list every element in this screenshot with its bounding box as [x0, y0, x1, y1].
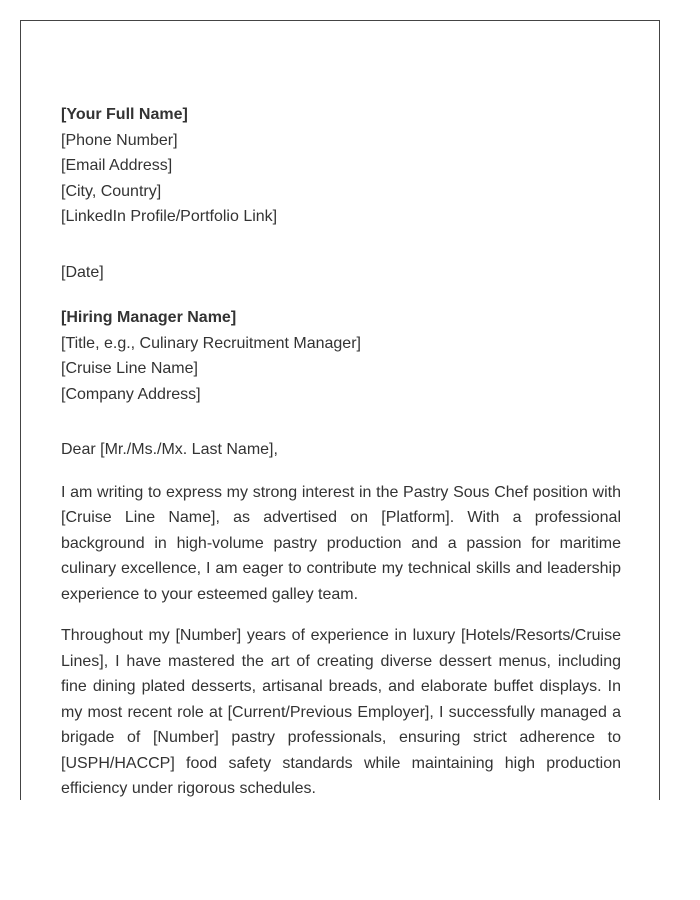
- letter-date: [Date]: [61, 263, 104, 281]
- sender-location: [City, Country]: [61, 182, 162, 200]
- sender-email: [Email Address]: [61, 157, 173, 174]
- recipient-address: [Company Address]: [61, 385, 201, 403]
- recipient-company: [Cruise Line Name]: [61, 360, 198, 377]
- recipient-title: [Title, e.g., Culinary Recruitment Manager]: [61, 334, 361, 352]
- sender-block: [61, 102, 621, 230]
- body-paragraph-2: Throughout my [Number] years of experience in luxury [Hotels/Resorts/Cruise Lines], I have mastered the art of creating diverse dessert menus, including fine dining plated desserts, artisanal breads, and elaborate buffet displays. In my most recent role at [Current/Previous Employer], I successfully managed a brigade of [Number] pastry professionals, ensuring strict adherence to [USPH/HACCP] food safety standards while maintaining high production efficiency under rigorous schedules.: [61, 627, 621, 797]
- recipient-name: [Hiring Manager Name]: [61, 309, 237, 326]
- recipient-block: [61, 305, 621, 407]
- salutation: Dear [Mr./Ms./Mx. Last Name],: [61, 441, 278, 458]
- sender-phone: [Phone Number]: [61, 131, 178, 149]
- body-paragraph-1: I am writing to express my strong interest in the Pastry Sous Chef position with [Cruise Line Name], as advertised on [Platform]. With a professional background in high-volume pastry production and a passion for maritime culinary excellence, I am eager to contribute my technical skills and leadership experience to your esteemed galley team.: [61, 483, 621, 603]
- sender-name: [Your Full Name]: [61, 106, 188, 123]
- document-page: [20, 20, 660, 800]
- cover-letter: [61, 102, 621, 802]
- sender-link: [LinkedIn Profile/Portfolio Link]: [61, 208, 278, 225]
